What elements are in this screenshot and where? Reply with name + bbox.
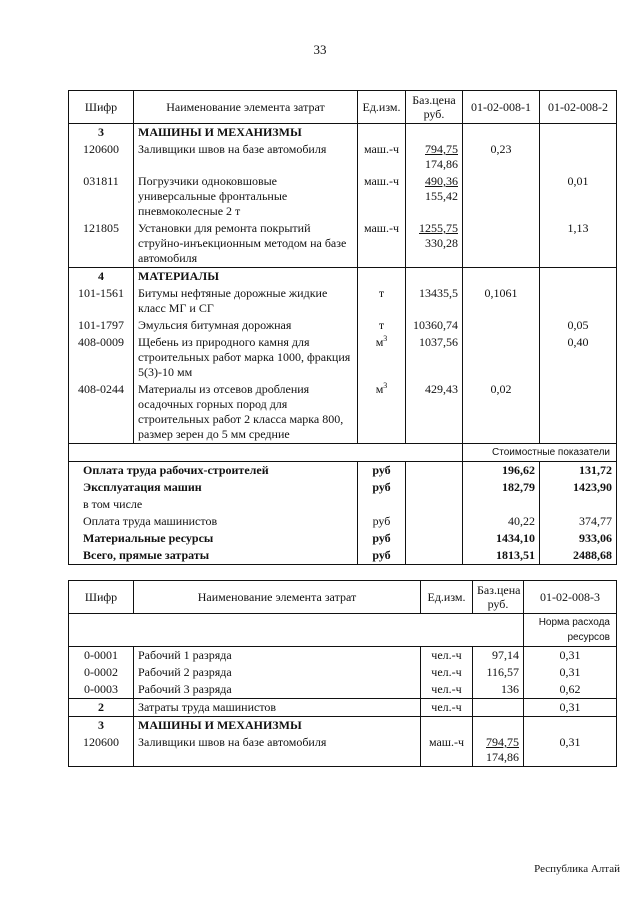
row-name: Эмульсия битумная дорожная — [134, 317, 358, 334]
row-price: 10360,74 — [406, 317, 463, 334]
row-code: 101-1561 — [69, 285, 134, 317]
section-totals — [69, 444, 617, 565]
header-col1: 01-02-008-3 — [524, 581, 617, 614]
header-col1: 01-02-008-1 — [463, 91, 540, 124]
total-name: Материальные ресурсы — [69, 530, 358, 547]
total-value-2: 1423,90 — [540, 479, 617, 496]
total-name: Всего, прямые затраты — [69, 547, 358, 565]
row-price-main: 1255,75 — [419, 221, 458, 235]
table-row — [69, 334, 617, 381]
row-code: 101-1797 — [69, 317, 134, 334]
row-value-2: 0,40 — [540, 334, 617, 381]
total-value-2: 2488,68 — [540, 547, 617, 565]
row-name: Рабочий 3 разряда — [134, 681, 421, 699]
row-unit: маш.-ч — [421, 734, 473, 767]
row-price — [406, 173, 463, 220]
table-header-row — [69, 91, 617, 124]
row-price: 136 — [473, 681, 524, 699]
row-price-sub: 174,86 — [486, 750, 519, 764]
row-unit: маш.-ч — [358, 173, 406, 220]
header-name: Наименование элемента затрат — [134, 91, 358, 124]
total-value-2: 374,77 — [540, 513, 617, 530]
table-row — [69, 317, 617, 334]
row-price-sub: 155,42 — [425, 189, 458, 203]
section-materials — [69, 268, 617, 444]
unit-superscript: 3 — [383, 381, 388, 390]
row-price-main: 794,75 — [486, 735, 519, 749]
row-value-1: 0,31 — [524, 734, 617, 767]
row-unit: маш.-ч — [358, 220, 406, 268]
total-row — [69, 496, 617, 513]
total-row — [69, 462, 617, 480]
footer-region: Республика Алтай — [534, 863, 620, 875]
total-unit: руб — [358, 547, 406, 565]
cost-note-row — [69, 444, 617, 462]
row-name: Битумы нефтяные дорожные жидкие класс МГ и СГ — [134, 285, 358, 317]
row-price: 13435,5 — [406, 285, 463, 317]
total-row — [69, 547, 617, 565]
total-row — [69, 479, 617, 496]
row-code: 120600 — [69, 734, 134, 767]
section-title: МАТЕРИАЛЫ — [134, 268, 358, 286]
header-price-line1: Баз.цена — [412, 93, 456, 107]
section-code: 2 — [69, 699, 134, 717]
table-row — [69, 173, 617, 220]
row-price-main: 490,36 — [425, 174, 458, 188]
total-unit: руб — [358, 462, 406, 480]
row-name: Щебень из природного камня для строительных работ марка 1000, фракция 5(3)-10 мм — [134, 334, 358, 381]
section-code: 4 — [69, 268, 134, 286]
total-name: Оплата труда рабочих-строителей — [69, 462, 358, 480]
row-value-1 — [463, 334, 540, 381]
row-value-2: 0,05 — [540, 317, 617, 334]
total-value-2: 933,06 — [540, 530, 617, 547]
section-header-row — [69, 268, 617, 286]
table-row — [69, 220, 617, 268]
section-machines — [69, 124, 617, 268]
row-code: 031811 — [69, 173, 134, 220]
row-name: Рабочий 1 разряда — [134, 647, 421, 665]
header-price — [473, 581, 524, 614]
row-unit: чел.-ч — [421, 681, 473, 699]
norm-note-row — [69, 614, 617, 647]
section-header-row — [69, 717, 617, 735]
row-value-1: 0,31 — [524, 647, 617, 665]
row-value-2 — [540, 285, 617, 317]
header-col2: 01-02-008-2 — [540, 91, 617, 124]
row-price-main: 794,75 — [425, 142, 458, 156]
row-name: Рабочий 2 разряда — [134, 664, 421, 681]
row-name: Материалы из отсевов дробления осадочных горных пород для строительных работ 2 класса марка 800, размер зерен до 5 мм средние — [134, 381, 358, 444]
header-unit: Ед.изм. — [358, 91, 406, 124]
row-unit: чел.-ч — [421, 699, 473, 717]
header-unit: Ед.изм. — [421, 581, 473, 614]
row-value-1: 0,23 — [463, 141, 540, 173]
row-unit: маш.-ч — [358, 141, 406, 173]
total-value-1: 196,62 — [463, 462, 540, 480]
row-unit: чел.-ч — [421, 647, 473, 665]
cost-note: Стоимостные показатели — [463, 444, 617, 462]
norm-note: Норма расхода ресурсов — [524, 614, 617, 647]
table-row — [69, 285, 617, 317]
row-price: 1037,56 — [406, 334, 463, 381]
row-unit — [358, 334, 406, 381]
row-price: 97,14 — [473, 647, 524, 665]
row-code: 408-0244 — [69, 381, 134, 444]
row-value-1 — [463, 173, 540, 220]
table-row — [69, 681, 617, 699]
total-unit: руб — [358, 513, 406, 530]
row-price — [473, 734, 524, 767]
row-value-1: 0,31 — [524, 664, 617, 681]
header-price-line2: руб. — [423, 107, 445, 121]
header-name: Наименование элемента затрат — [134, 581, 421, 614]
total-name: в том числе — [69, 496, 358, 513]
table-row — [69, 141, 617, 173]
total-name: Оплата труда машинистов — [69, 513, 358, 530]
row-price: 116,57 — [473, 664, 524, 681]
total-unit: руб — [358, 479, 406, 496]
table-row — [69, 381, 617, 444]
header-price — [406, 91, 463, 124]
header-code: Шифр — [69, 581, 134, 614]
row-value-1: 0,02 — [463, 381, 540, 444]
table-header-row — [69, 581, 617, 614]
page-number: 33 — [313, 42, 327, 57]
row-value-1: 0,31 — [524, 699, 617, 717]
header-code: Шифр — [69, 91, 134, 124]
row-code: 0-0002 — [69, 664, 134, 681]
row-name: Установки для ремонта покрытий струйно-инъекционным методом на базе автомобиля — [134, 220, 358, 268]
row-unit: чел.-ч — [421, 664, 473, 681]
table-row — [69, 647, 617, 665]
section-title: МАШИНЫ И МЕХАНИЗМЫ — [134, 717, 421, 735]
total-unit: руб — [358, 530, 406, 547]
table-row — [69, 734, 617, 767]
section-code: 3 — [69, 124, 134, 142]
row-price: 429,43 — [406, 381, 463, 444]
row-value-1 — [463, 317, 540, 334]
row-name: Погрузчики одноковшовые универсальные фронтальные пневмоколесные 2 т — [134, 173, 358, 220]
row-name: Затраты труда машинистов — [134, 699, 421, 717]
row-value-2 — [540, 141, 617, 173]
row-value-1 — [463, 220, 540, 268]
row-unit: т — [358, 317, 406, 334]
section-title: МАШИНЫ И МЕХАНИЗМЫ — [134, 124, 358, 142]
total-value-1: 182,79 — [463, 479, 540, 496]
table-row — [69, 664, 617, 681]
section-header-row — [69, 699, 617, 717]
row-name: Заливщики швов на базе автомобиля — [134, 734, 421, 767]
unit-text: м — [375, 335, 384, 349]
total-value-1: 40,22 — [463, 513, 540, 530]
row-code: 0-0001 — [69, 647, 134, 665]
row-code: 408-0009 — [69, 334, 134, 381]
total-name: Эксплуатация машин — [69, 479, 358, 496]
row-unit: т — [358, 285, 406, 317]
header-price-line2: руб. — [487, 597, 509, 611]
row-price-sub: 174,86 — [425, 157, 458, 171]
header-price-line1: Баз.цена — [477, 583, 521, 597]
total-value-2: 131,72 — [540, 462, 617, 480]
row-value-2: 1,13 — [540, 220, 617, 268]
section-header-row — [69, 124, 617, 142]
total-value-1: 1434,10 — [463, 530, 540, 547]
row-code: 0-0003 — [69, 681, 134, 699]
row-unit — [358, 381, 406, 444]
row-value-2 — [540, 381, 617, 444]
row-price-sub: 330,28 — [425, 236, 458, 250]
row-value-2: 0,01 — [540, 173, 617, 220]
resource-table-1 — [68, 90, 617, 565]
row-price — [406, 141, 463, 173]
unit-text: м — [375, 382, 384, 396]
row-value-1: 0,62 — [524, 681, 617, 699]
section-code: 3 — [69, 717, 134, 735]
row-code: 120600 — [69, 141, 134, 173]
total-value-1: 1813,51 — [463, 547, 540, 565]
total-row — [69, 513, 617, 530]
resource-table-2 — [68, 580, 617, 767]
row-name: Заливщики швов на базе автомобиля — [134, 141, 358, 173]
row-price — [406, 220, 463, 268]
row-code: 121805 — [69, 220, 134, 268]
row-value-1: 0,1061 — [463, 285, 540, 317]
total-row — [69, 530, 617, 547]
unit-superscript: 3 — [383, 334, 388, 343]
